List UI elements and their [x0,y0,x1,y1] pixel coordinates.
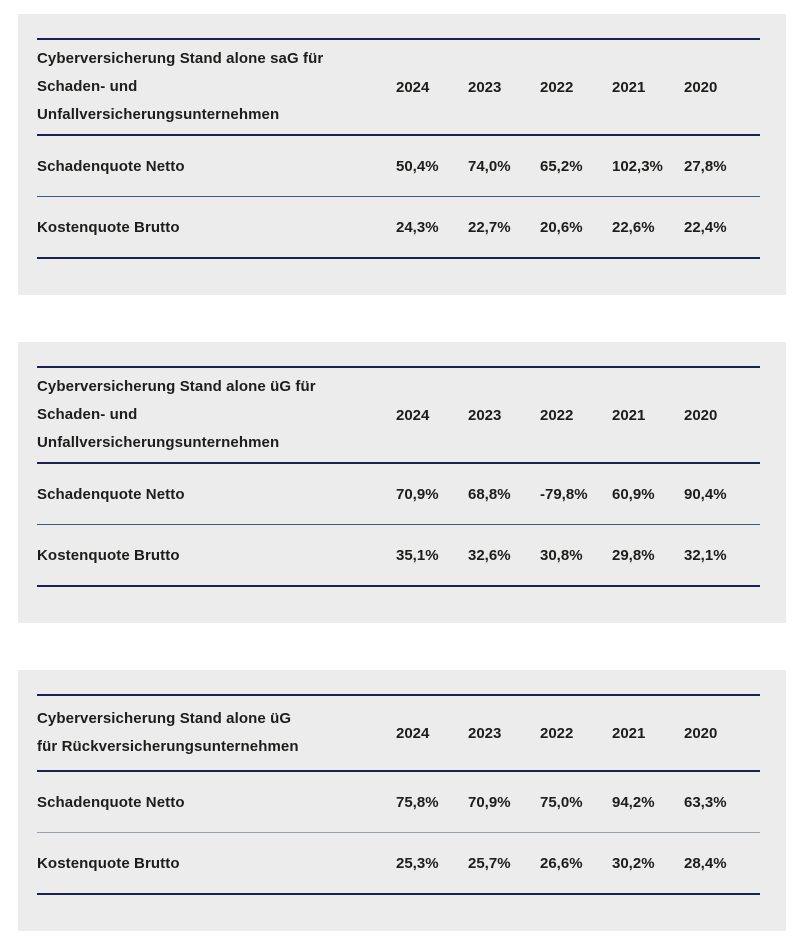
value-cell: 30,2% [612,854,655,872]
value-cell: 63,3% [684,793,727,811]
value-cell: 32,1% [684,546,727,564]
table-title-line: für Rückversicherungsunternehmen [37,738,299,755]
value-cell: 35,1% [396,546,439,564]
year-header-2020: 2020 [684,78,718,96]
table-title-line: Schaden- und [37,406,138,423]
table-title-line: Unfallversicherungsunternehmen [37,106,280,123]
value-cell: 29,8% [612,546,655,564]
value-cell: 25,3% [396,854,439,872]
table-row-schadenquote [37,136,760,196]
table-row-schadenquote [37,464,760,524]
table-header [37,40,760,134]
value-cell: 74,0% [468,157,511,175]
table-title-line: Schaden- und [37,78,138,95]
value-cell: 102,3% [612,157,663,175]
table-title-line: Cyberversicherung Stand alone saG für [37,50,324,67]
value-cell: 26,6% [540,854,583,872]
value-cell: 65,2% [540,157,583,175]
year-header-2023: 2023 [468,724,502,742]
year-header-2024: 2024 [396,406,430,424]
year-header-2020: 2020 [684,724,718,742]
value-cell: 30,8% [540,546,583,564]
table-panel-ueg-schaden-unfall [18,342,786,623]
value-cell: 75,0% [540,793,583,811]
value-cell: 70,9% [468,793,511,811]
value-cell: 90,4% [684,485,727,503]
value-cell: 22,4% [684,218,727,236]
value-cell: 60,9% [612,485,655,503]
table-title-line: Cyberversicherung Stand alone üG für [37,378,316,395]
table-title-line: Cyberversicherung Stand alone üG [37,710,292,727]
table-title [37,373,396,457]
table-panel-sag-schaden-unfall [18,14,786,295]
year-header-2021: 2021 [612,724,646,742]
year-header-2021: 2021 [612,406,646,424]
value-cell: 27,8% [684,157,727,175]
table-header [37,368,760,462]
table-panel-ueg-rueckversicherung [18,670,786,931]
row-label: Kostenquote Brutto [37,218,180,236]
value-cell: 20,6% [540,218,583,236]
year-header-2023: 2023 [468,406,502,424]
table-row-kostenquote [37,833,760,893]
horizontal-rule-bottom [37,585,760,587]
value-cell: 28,4% [684,854,727,872]
year-header-2024: 2024 [396,78,430,96]
value-cell: 24,3% [396,218,439,236]
year-header-2021: 2021 [612,78,646,96]
year-header-2020: 2020 [684,406,718,424]
row-label: Schadenquote Netto [37,485,185,503]
value-cell: 70,9% [396,485,439,503]
table-title [37,45,396,129]
value-cell: 68,8% [468,485,511,503]
table-row-kostenquote [37,197,760,257]
value-cell: 50,4% [396,157,439,175]
value-cell: 22,7% [468,218,511,236]
table-header [37,696,760,770]
table-title [37,705,396,761]
value-cell: -79,8% [540,485,588,503]
value-cell: 75,8% [396,793,439,811]
row-label: Schadenquote Netto [37,793,185,811]
row-label: Kostenquote Brutto [37,854,180,872]
table-row-schadenquote [37,772,760,832]
table-row-kostenquote [37,525,760,585]
row-label: Schadenquote Netto [37,157,185,175]
year-header-2024: 2024 [396,724,430,742]
value-cell: 22,6% [612,218,655,236]
horizontal-rule-bottom [37,257,760,259]
value-cell: 32,6% [468,546,511,564]
horizontal-rule-bottom [37,893,760,895]
year-header-2023: 2023 [468,78,502,96]
value-cell: 94,2% [612,793,655,811]
year-header-2022: 2022 [540,406,574,424]
value-cell: 25,7% [468,854,511,872]
year-header-2022: 2022 [540,78,574,96]
row-label: Kostenquote Brutto [37,546,180,564]
table-title-line: Unfallversicherungsunternehmen [37,434,280,451]
year-header-2022: 2022 [540,724,574,742]
